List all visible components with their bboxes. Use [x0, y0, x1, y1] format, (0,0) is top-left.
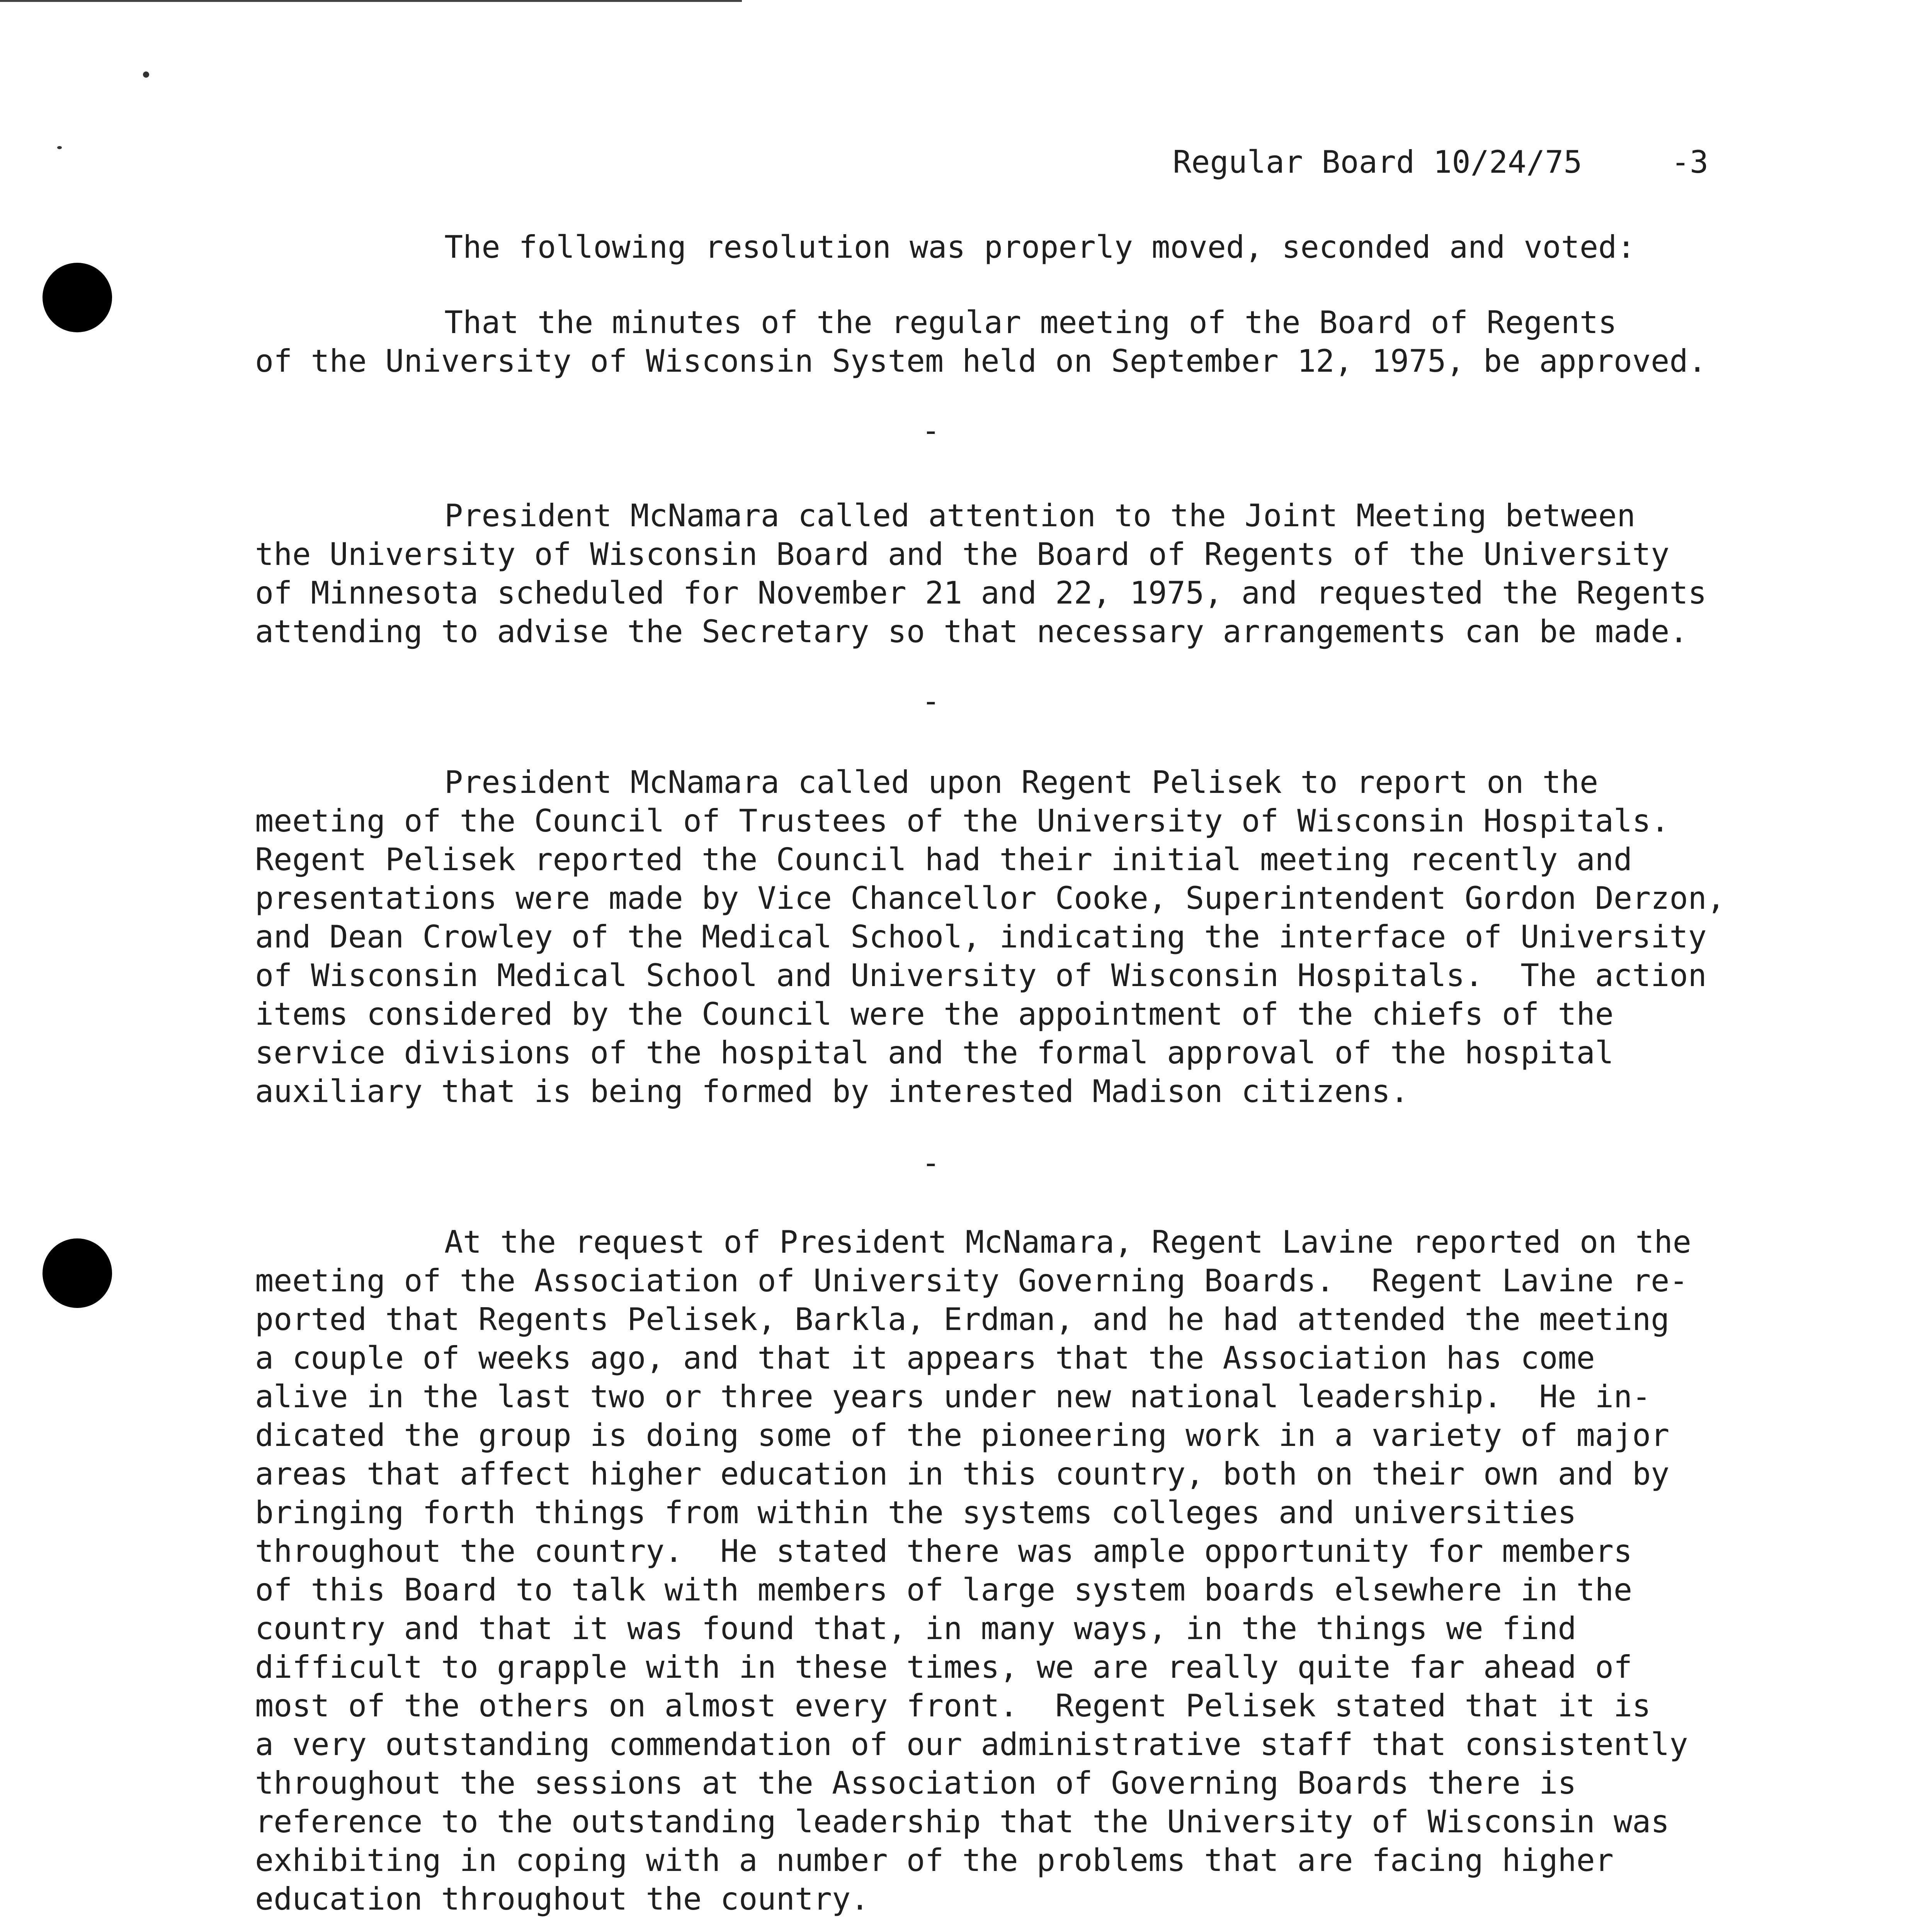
page-number: -3: [1671, 144, 1709, 180]
paragraph-line: At the request of President McNamara, Regent Lavine reported on the: [444, 1224, 1691, 1260]
paragraph-line: dicated the group is doing some of the pioneering work in a variety of major: [255, 1417, 1670, 1453]
resolution-intro: The following resolution was properly moved, seconded and voted:: [444, 229, 1636, 265]
paragraph-line: meeting of the Council of Trustees of the University of Wisconsin Hospitals.: [255, 803, 1670, 839]
paragraph-line: presentations were made by Vice Chancellor Cooke, Superintendent Gordon Derzon,: [255, 880, 1725, 916]
paragraph-line: items considered by the Council were the appointment of the chiefs of the: [255, 996, 1614, 1032]
paragraph-line: of Wisconsin Medical School and University of Wisconsin Hospitals. The action: [255, 957, 1707, 993]
separator-dash: -: [922, 413, 940, 449]
paragraph-line: country and that it was found that, in many ways, in the things we find: [255, 1611, 1577, 1646]
paragraph-line: of this Board to talk with members of large system boards elsewhere in the: [255, 1572, 1633, 1608]
paragraph-line: the University of Wisconsin Board and the Board of Regents of the University: [255, 536, 1670, 572]
paragraph-line: a very outstanding commendation of our administrative staff that consistently: [255, 1726, 1688, 1762]
paragraph-line: throughout the country. He stated there was ample opportunity for members: [255, 1533, 1633, 1569]
governing-boards-paragraph: [255, 1223, 1691, 1918]
paragraph-line: areas that affect higher education in this country, both on their own and by: [255, 1456, 1670, 1492]
scan-edge-line: [0, 0, 742, 2]
paragraph-line: education throughout the country.: [255, 1881, 869, 1917]
paragraph-line: most of the others on almost every front. Regent Pelisek stated that it is: [255, 1688, 1651, 1724]
paragraph-line: difficult to grapple with in these times, we are really quite far ahead of: [255, 1649, 1633, 1685]
paragraph-line: bringing forth things from within the systems colleges and universities: [255, 1495, 1577, 1531]
scan-speck: [143, 71, 149, 78]
paragraph-line: reference to the outstanding leadership that the University of Wisconsin was: [255, 1804, 1670, 1840]
paragraph-line: That the minutes of the regular meeting of the Board of Regents: [444, 304, 1617, 340]
paragraph-line: President McNamara called attention to the Joint Meeting between: [444, 498, 1636, 534]
paragraph-line: of the University of Wisconsin System held on September 12, 1975, be approved.: [255, 343, 1707, 379]
paragraph-line: and Dean Crowley of the Medical School, indicating the interface of University: [255, 919, 1707, 955]
paragraph-line: service divisions of the hospital and the formal approval of the hospital: [255, 1035, 1614, 1071]
minutes-resolution: [255, 303, 1707, 381]
paragraph-line: exhibiting in coping with a number of the problems that are facing higher: [255, 1842, 1614, 1878]
separator-dash: -: [922, 1145, 940, 1181]
paragraph-line: attending to advise the Secretary so that necessary arrangements can be made.: [255, 614, 1688, 650]
paragraph-line: alive in the last two or three years under new national leadership. He in-: [255, 1379, 1651, 1415]
paragraph-line: ported that Regents Pelisek, Barkla, Erdman, and he had attended the meeting: [255, 1301, 1670, 1337]
paragraph-line: President McNamara called upon Regent Pelisek to report on the: [444, 764, 1599, 800]
punch-hole: [43, 263, 112, 332]
paragraph-line: throughout the sessions at the Association of Governing Boards there is: [255, 1765, 1577, 1801]
scan-speck: [57, 146, 62, 149]
paragraph-line: a couple of weeks ago, and that it appears that the Association has come: [255, 1340, 1595, 1376]
paragraph-line: of Minnesota scheduled for November 21 and 22, 1975, and requested the Regents: [255, 575, 1707, 611]
separator-dash: -: [922, 683, 940, 719]
paragraph-line: Regent Pelisek reported the Council had their initial meeting recently and: [255, 842, 1633, 878]
paragraph-line: auxiliary that is being formed by interested Madison citizens.: [255, 1073, 1409, 1109]
hospitals-council-paragraph: [255, 763, 1725, 1111]
joint-meeting-paragraph: [255, 497, 1707, 651]
paragraph-line: meeting of the Association of University Governing Boards. Regent Lavine re-: [255, 1263, 1688, 1299]
punch-hole: [43, 1238, 112, 1308]
page-header-title: Regular Board 10/24/75: [1173, 144, 1582, 180]
